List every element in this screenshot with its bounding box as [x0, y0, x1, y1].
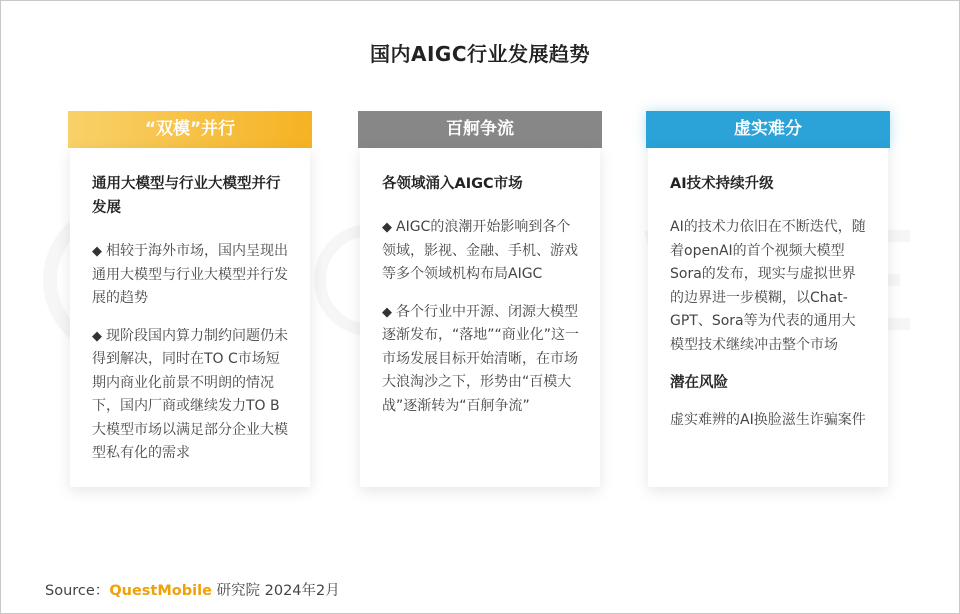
card-subheading: 潜在风险	[670, 375, 728, 391]
card-heading: 各领域涌入AIGC市场	[382, 176, 523, 192]
bullet-text: AIGC的浪潮开始影响到各个领域，影视、金融、手机、游戏等多个领域机构布局AIGC	[382, 219, 578, 282]
source-prefix: Source：	[45, 583, 110, 599]
column-header: “双模”并行	[68, 111, 312, 148]
diamond-bullet-icon: ◆	[382, 304, 392, 320]
column-header: 虚实难分	[646, 111, 890, 148]
card-heading: AI技术持续升级	[670, 176, 774, 192]
column-virtual-real	[646, 111, 890, 487]
page-title: 国内AIGC行业发展趋势	[369, 42, 590, 66]
brand-name: QuestMobile	[109, 583, 212, 599]
diamond-bullet-icon: ◆	[92, 328, 102, 344]
bullet-text: 现阶段国内算力制约问题仍未得到解决，同时在TO C市场短期内商业化前景不明朗的情况下，国内厂商或继续发力TO B大模型市场以满足部分企业大模型私有化的需求	[92, 327, 288, 461]
bullet-item	[92, 325, 290, 466]
source-suffix: 研究院 2024年2月	[211, 583, 340, 599]
bullet-item	[382, 216, 580, 287]
column-card	[648, 148, 888, 487]
diamond-bullet-icon: ◆	[382, 220, 392, 235]
diamond-bullet-icon: ◆	[92, 244, 102, 259]
column-competition	[358, 111, 602, 487]
column-card	[70, 148, 310, 487]
card-heading: 通用大模型与行业大模型并行发展	[92, 176, 281, 216]
column-card	[360, 148, 600, 487]
card-paragraph: AI的技术力依旧在不断迭代，随着openAI的首个视频大模型Sora的发布，现实与虚拟世界的边界进一步模糊，以Chat-GPT、Sora等为代表的通用大模型技术继续冲击整个市场	[670, 219, 866, 353]
source-note	[45, 579, 340, 600]
bullet-item	[382, 301, 580, 419]
card-paragraph: 虚实难辨的AI换脸滋生诈骗案件	[670, 412, 866, 428]
column-dual-model	[68, 111, 312, 487]
column-header: 百舸争流	[358, 111, 602, 148]
bullet-text: 相较于海外市场，国内呈现出通用大模型与行业大模型并行发展的趋势	[92, 243, 288, 306]
bullet-text: 各个行业中开源、闭源大模型逐渐发布，“落地”“商业化”这一市场发展目标开始清晰，在市场大浪淘沙之下，形势由“百模大战”逐渐转为“百舸争流”	[382, 303, 580, 414]
bullet-item	[92, 240, 290, 311]
